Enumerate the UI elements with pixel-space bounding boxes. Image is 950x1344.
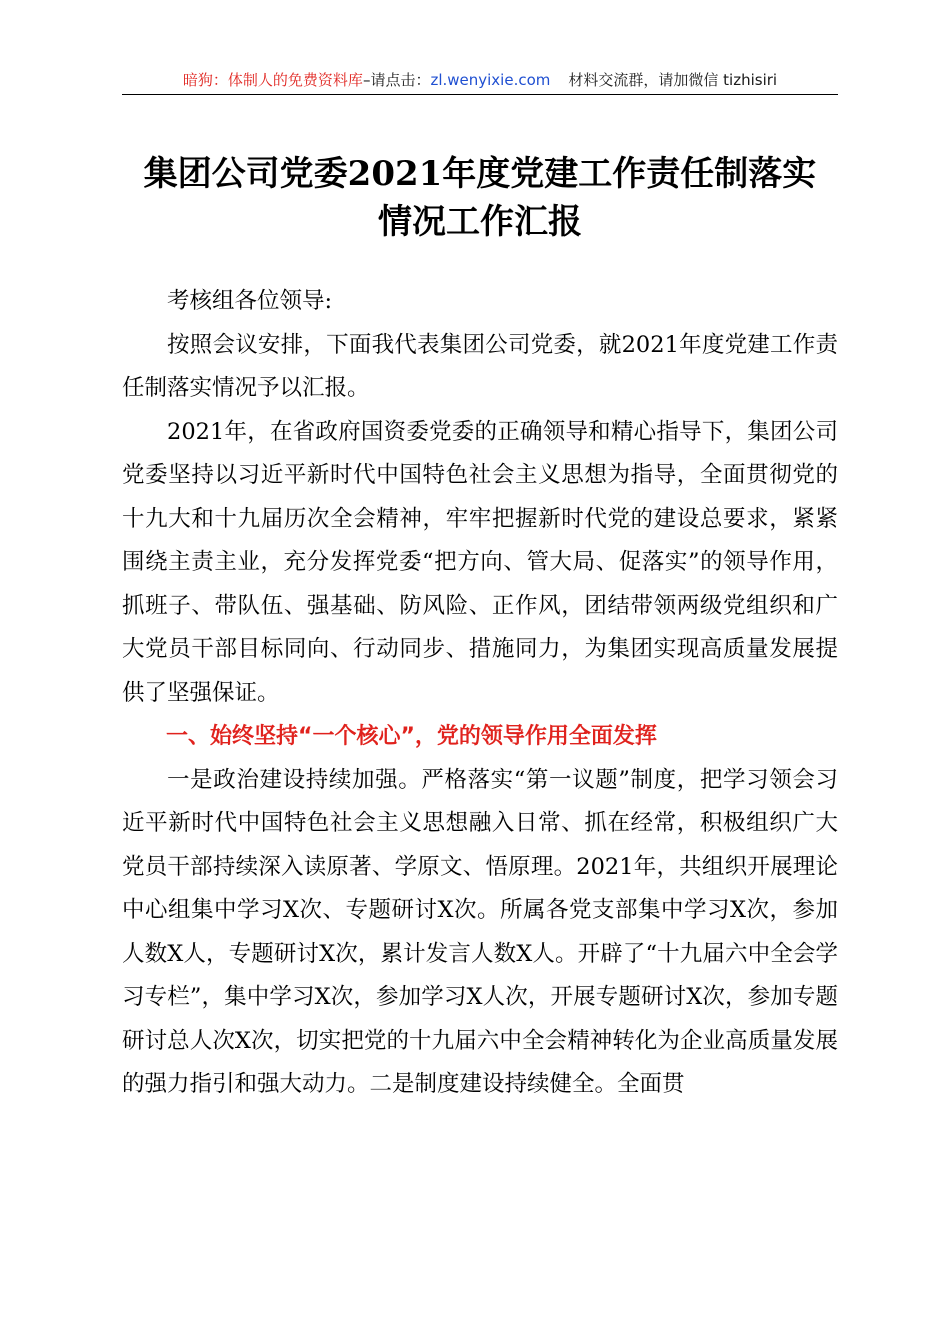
header-site-name: 暗狗：体制人的免费资料库 [182, 71, 363, 89]
document-body [122, 280, 838, 1107]
paragraph-overview: 2021年，在省政府国资委党委的正确领导和精心指导下，集团公司党委坚持以习近平新时代中国特色社会主义思想为指导，全面贯彻党的十九大和十九届历次全会精神，牢牢把握新时代党的建设总要求，紧紧围绕主责主业，充分发挥党委“把方向、管大局、促落实”的领导作用，抓班子、带队伍、强基础、防风险、正作风，团结带领两级党组织和广大党员干部目标同向、行动同步、措施同力，为集团实现高质量发展提供了坚强保证。 [122, 418, 838, 706]
section-heading-1: 一、始终坚持“一个核心”，党的领导作用全面发挥 [166, 724, 657, 749]
salutation: 考核组各位领导: [167, 288, 333, 314]
section-1-paragraph: 一是政治建设持续加强。严格落实“第一议题”制度，把学习领会习近平新时代中国特色社会主义思想融入日常、抓在经常，积极组织广大党员干部持续深入读原著、学原文、悟原理。2021年，共组织开展理论中心组集中学习X次、专题研讨X次。所属各党支部集中学习X次，参加人数X人，专题研讨X次，累计发言人数X人。开辟了“十九届六中全会学习专栏”，集中学习X次，参加学习X人次，开展专题研讨X次，参加专题研讨总人次X次，切实把党的十九届六中全会精神转化为企业高质量发展的强力指引和强大动力。二是制度建设持续健全。全面贯 [122, 766, 838, 1097]
title-line-1: 集团公司党委2021年度党建工作责任制落实 [143, 154, 817, 194]
title-line-2: 情况工作汇报 [378, 202, 582, 242]
header-contact: 材料交流群，请加微信 tizhisiri [568, 71, 778, 89]
document-title [122, 150, 838, 246]
header-url-link[interactable]: zl.wenyixie.com [430, 71, 551, 89]
paragraph-intro: 按照会议安排，下面我代表集团公司党委，就2021年度党建工作责任制落实情况予以汇报。 [122, 331, 838, 401]
header-click-prompt: –请点击： [362, 71, 431, 89]
page-header [122, 66, 838, 95]
